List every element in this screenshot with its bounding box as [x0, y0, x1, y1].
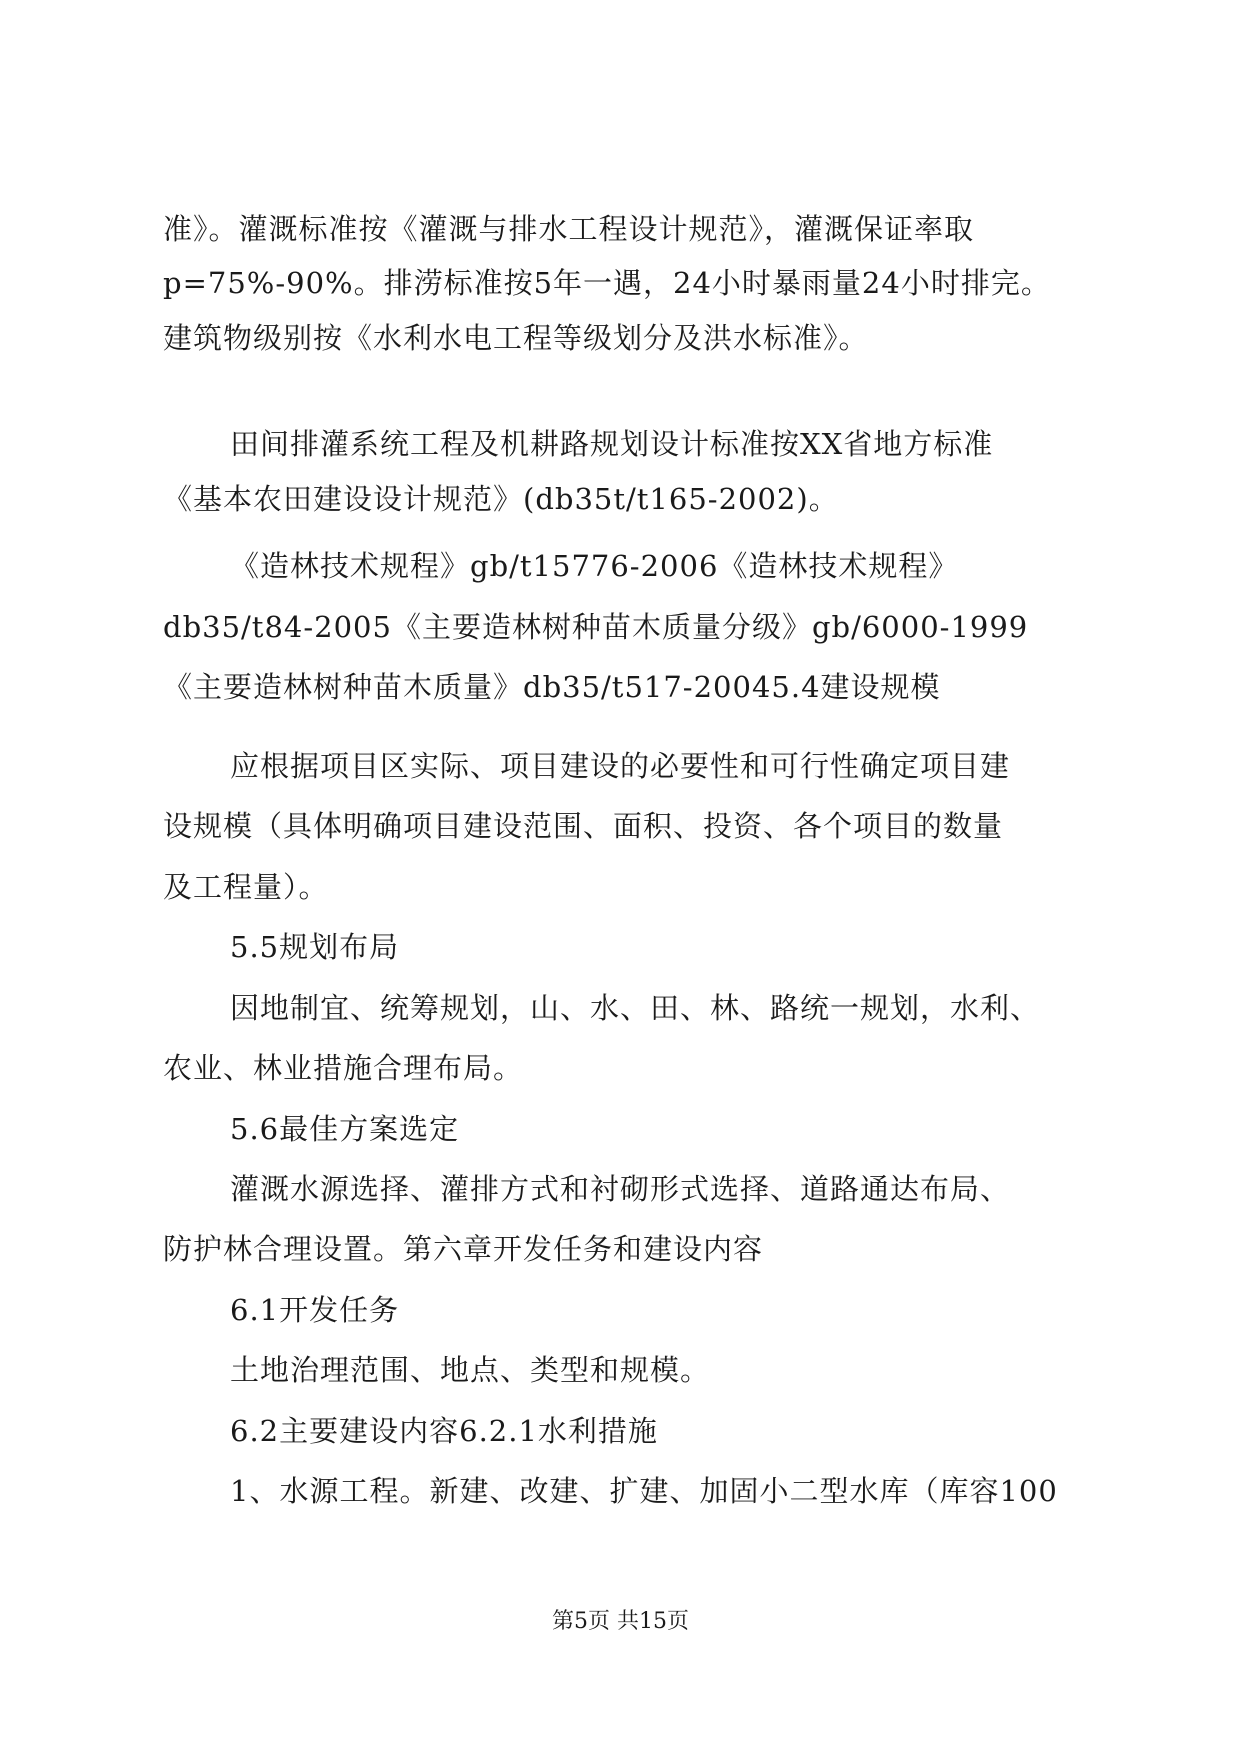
text-line-13: 因地制宜、统筹规划，山、水、田、林、路统一规划，水利、	[230, 991, 1041, 1025]
text-line-5: 《基本农田建设设计规范》(db35t/t165-2002)。	[163, 482, 839, 516]
text-line-19: 土地治理范围、地点、类型和规模。	[230, 1353, 711, 1387]
text-line-21: 1、水源工程。新建、改建、扩建、加固小二型水库（库容100	[230, 1474, 1058, 1508]
text-line-11: 及工程量）。	[163, 870, 329, 904]
section-heading-5-6: 5.6最佳方案选定	[230, 1112, 460, 1146]
text-line-2: p=75%-90%。排涝标准按5年一遇，24小时暴雨量24小时排完。	[163, 266, 1051, 300]
text-line-3: 建筑物级别按《水利水电工程等级划分及洪水标准》。	[163, 321, 869, 355]
section-heading-6-2: 6.2主要建设内容6.2.1水利措施	[230, 1414, 658, 1448]
text-line-10: 设规模（具体明确项目建设范围、面积、投资、各个项目的数量	[163, 809, 1004, 843]
text-line-17: 防护林合理设置。第六章开发任务和建设内容	[163, 1232, 764, 1266]
text-line-6: 《造林技术规程》gb/t15776-2006《造林技术规程》	[230, 549, 959, 583]
text-line-8: 《主要造林树种苗木质量》db35/t517-20045.4建设规模	[163, 670, 941, 704]
page-number-footer: 第5页 共15页	[552, 1609, 689, 1634]
text-line-14: 农业、林业措施合理布局。	[163, 1051, 524, 1085]
section-heading-5-5: 5.5规划布局	[230, 930, 400, 964]
text-line-4: 田间排灌系统工程及机耕路规划设计标准按XX省地方标准	[230, 427, 994, 461]
text-line-1: 准》。灌溉标准按《灌溉与排水工程设计规范》，灌溉保证率取	[163, 212, 975, 246]
text-line-9: 应根据项目区实际、项目建设的必要性和可行性确定项目建	[230, 749, 1011, 783]
section-heading-6-1: 6.1开发任务	[230, 1293, 400, 1327]
text-line-7: db35/t84-2005《主要造林树种苗木质量分级》gb/6000-1999	[163, 610, 1029, 644]
text-line-16: 灌溉水源选择、灌排方式和衬砌形式选择、道路通达布局、	[230, 1172, 1011, 1206]
